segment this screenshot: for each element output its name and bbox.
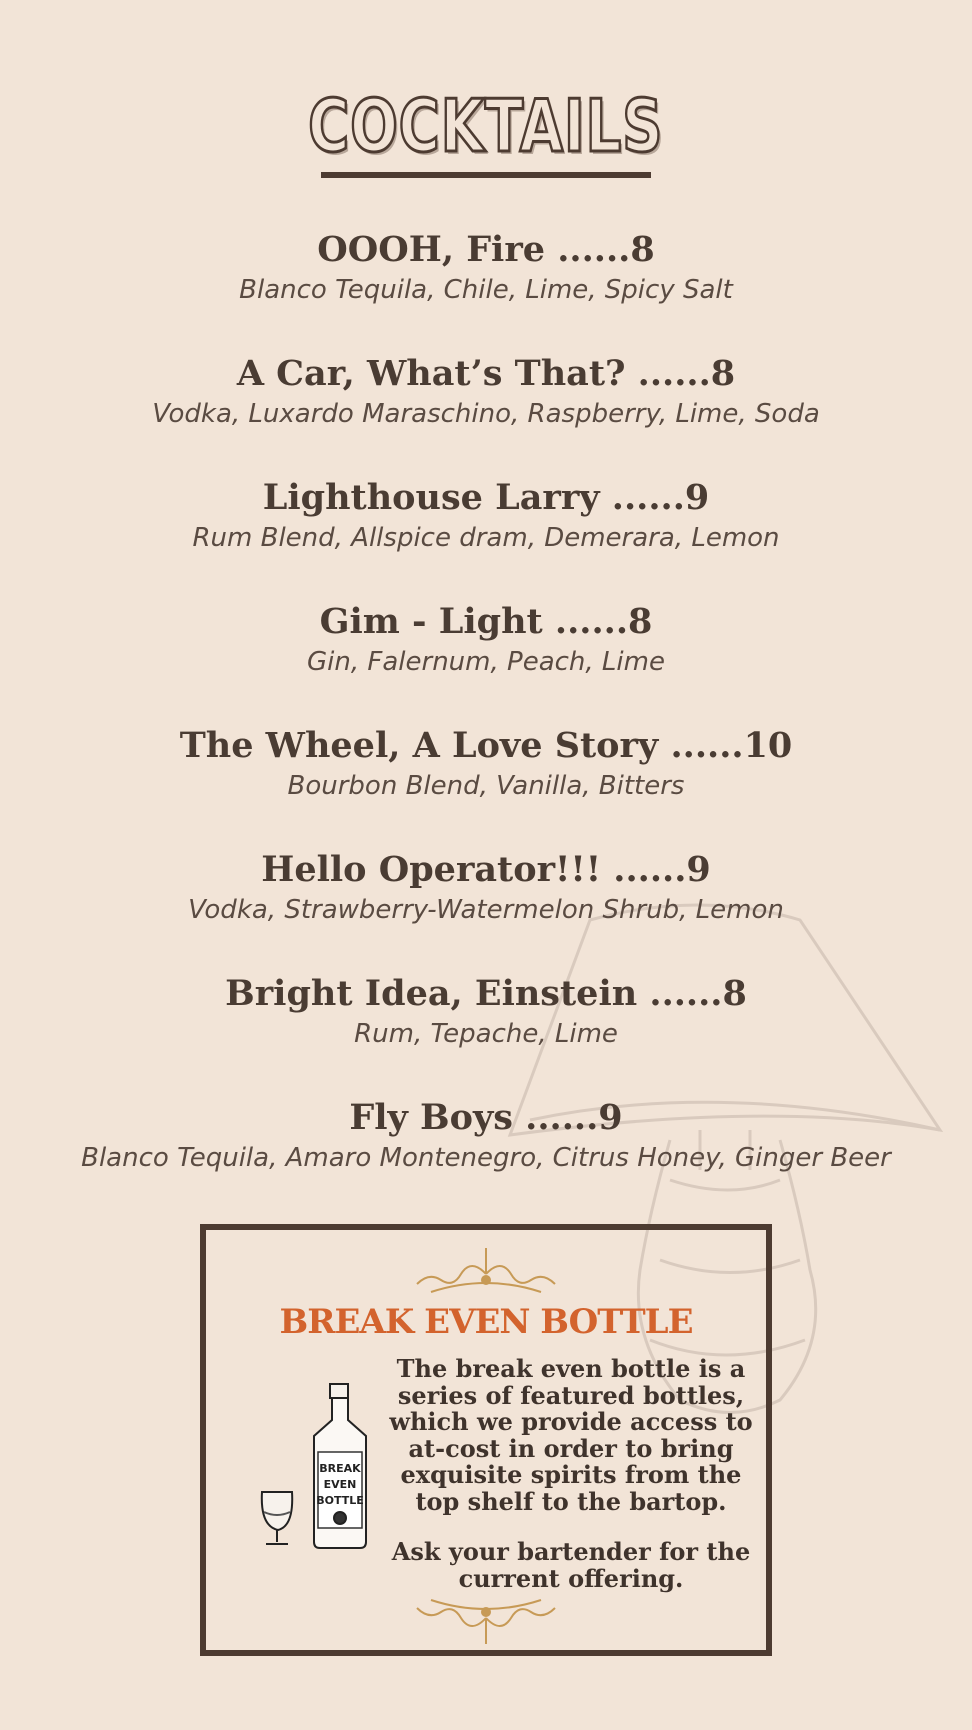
cocktail-name: OOOH, Fire ......8 xyxy=(317,229,655,270)
cocktail-ingredients: Rum, Tepache, Lime xyxy=(354,1019,618,1049)
cocktail-name: A Car, What’s That? ......8 xyxy=(236,353,736,394)
break-even-body: The break even bottle is a series of featured bottles, which we provide access to at-cost in order to bring exquisite spirits from the top shelf to the bartop. xyxy=(389,1354,753,1516)
cocktail-ingredients: Rum Blend, Allspice dram, Demerara, Lemon xyxy=(192,523,780,553)
menu-item xyxy=(0,724,972,848)
break-even-bottle-panel xyxy=(200,1224,772,1656)
bottle-label-line: BREAK xyxy=(319,1462,361,1475)
break-even-description xyxy=(386,1356,756,1592)
cocktail-ingredients: Vodka, Strawberry-Watermelon Shrub, Lemon xyxy=(188,895,784,925)
cocktail-ingredients: Bourbon Blend, Vanilla, Bitters xyxy=(287,771,685,801)
break-even-title: BREAK EVEN BOTTLE xyxy=(279,1302,693,1342)
bottle-label-line: BOTTLE xyxy=(316,1494,364,1507)
bottle-label-line: EVEN xyxy=(323,1478,357,1491)
menu-item xyxy=(0,600,972,724)
cocktail-name: Hello Operator!!! ......9 xyxy=(261,849,711,890)
cocktail-ingredients: Vodka, Luxardo Maraschino, Raspberry, Lime, Soda xyxy=(152,399,820,429)
menu-item xyxy=(0,476,972,600)
flourish-ornament-icon xyxy=(411,1592,561,1648)
bottle-illustration-icon xyxy=(254,1380,384,1560)
menu-item xyxy=(0,848,972,972)
page-title: COCKTAILS xyxy=(308,84,664,168)
menu-header xyxy=(0,84,972,178)
cocktail-ingredients: Gin, Falernum, Peach, Lime xyxy=(307,647,665,677)
cocktail-list xyxy=(0,228,972,1220)
cocktail-name: Fly Boys ......9 xyxy=(349,1097,623,1138)
title-block xyxy=(258,84,713,178)
title-underline xyxy=(321,172,651,178)
menu-item xyxy=(0,1096,972,1220)
flourish-ornament-icon xyxy=(411,1244,561,1300)
cocktail-ingredients: Blanco Tequila, Chile, Lime, Spicy Salt xyxy=(239,275,733,305)
cocktail-name: Lighthouse Larry ......9 xyxy=(262,477,710,518)
menu-item xyxy=(0,972,972,1096)
cocktail-name: Bright Idea, Einstein ......8 xyxy=(225,973,747,1014)
cocktail-ingredients: Blanco Tequila, Amaro Montenegro, Citrus Honey, Ginger Beer xyxy=(81,1143,891,1173)
cocktail-name: Gim - Light ......8 xyxy=(319,601,653,642)
break-even-cta: Ask your bartender for the current offering. xyxy=(391,1537,751,1593)
cocktail-name: The Wheel, A Love Story ......10 xyxy=(179,725,793,766)
menu-item xyxy=(0,228,972,352)
menu-item xyxy=(0,352,972,476)
